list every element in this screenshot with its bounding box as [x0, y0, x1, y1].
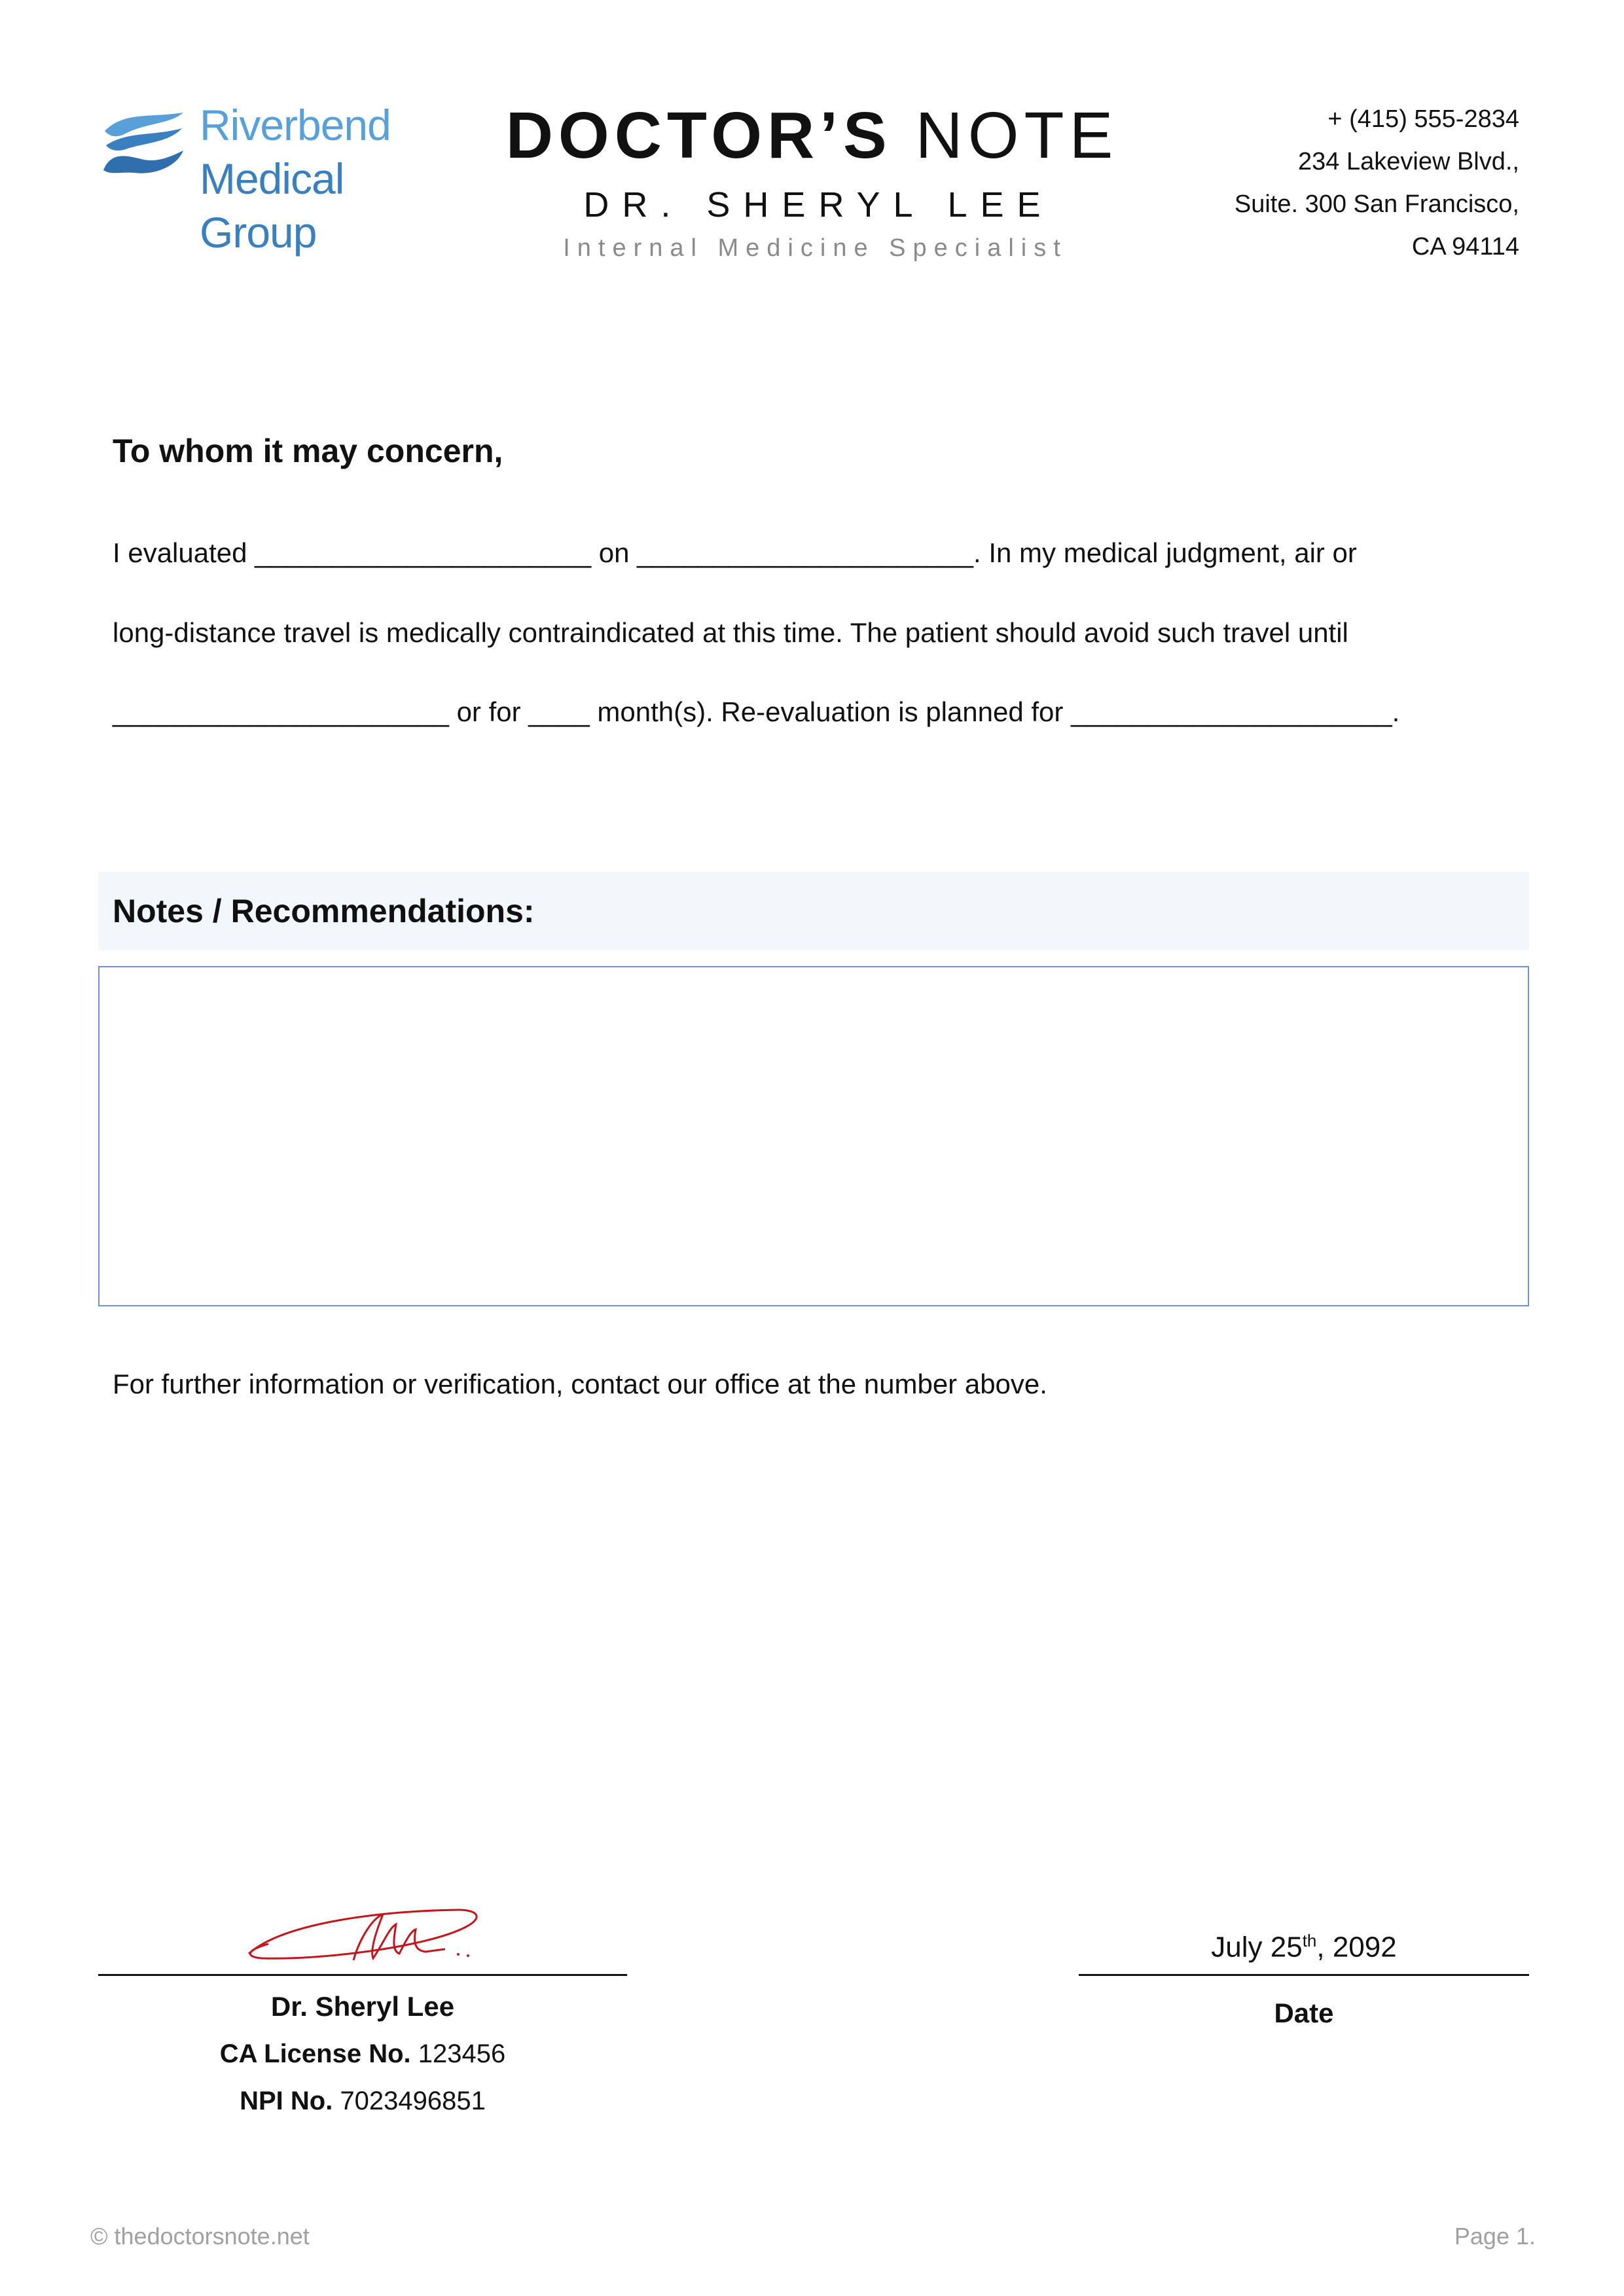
salutation: To whom it may concern, [113, 433, 503, 469]
date-year: , 2092 [1316, 1931, 1397, 1964]
npi-number [98, 2081, 627, 2121]
date-suffix: th [1302, 1931, 1317, 1950]
signature-image [242, 1898, 504, 1977]
contact-phone: + (415) 555-2834 [1327, 105, 1519, 133]
title-thin: NOTE [915, 99, 1119, 172]
months-blank[interactable]: ____ [528, 696, 590, 727]
license-number [98, 2034, 627, 2073]
logo-line-3: Group [200, 208, 317, 257]
paragraph-line-3 [113, 692, 1526, 732]
contact-block [1235, 98, 1519, 268]
signature-line [98, 1974, 627, 1976]
specialty: Internal Medicine Specialist [563, 234, 1068, 262]
paragraph-line-1 [113, 533, 1526, 573]
signer-name: Dr. Sheryl Lee [270, 1991, 455, 2022]
footer-page-number: Page 1. [1454, 2223, 1536, 2250]
reevaluation-date-blank[interactable]: _____________________ [1071, 696, 1392, 727]
text-judgment: . In my medical judgment, air or [973, 537, 1357, 568]
date-value [1079, 1921, 1529, 1967]
logo-line-1: Riverbend [200, 101, 391, 149]
contact-address-2: Suite. 300 San Francisco, [1234, 190, 1519, 218]
date-month-day: July 25 [1211, 1931, 1303, 1964]
date-line [1079, 1974, 1529, 1976]
notes-heading: Notes / Recommendations: [98, 872, 1529, 950]
title-bold: DOCTOR’S [505, 99, 892, 172]
contact-address-3: CA 94114 [1411, 233, 1519, 260]
text-period: . [1392, 696, 1400, 727]
logo-line-2: Medical [200, 154, 344, 203]
contact-address-1: 234 Lakeview Blvd., [1298, 148, 1519, 175]
text-or-for: or for [456, 696, 521, 727]
text-reevaluation: month(s). Re-evaluation is planned for [597, 696, 1064, 727]
npi-value: 7023496851 [340, 2087, 486, 2115]
avoid-until-blank[interactable]: ______________________ [113, 696, 449, 727]
notes-textbox[interactable] [98, 966, 1529, 1306]
further-info-text: For further information or verification, contact our office at the number above. [113, 1369, 1047, 1399]
npi-label: NPI No. [240, 2087, 333, 2115]
date-label: Date [1274, 1998, 1334, 2028]
evaluation-date-blank[interactable]: ______________________ [637, 537, 974, 568]
doctor-name-header: DR. SHERYL LEE [583, 185, 1054, 224]
license-label: CA License No. [219, 2039, 411, 2068]
license-value: 123456 [418, 2039, 506, 2068]
paragraph-line-2: long-distance travel is medically contraindicated at this time. The patient should avoid such travel until [113, 617, 1348, 648]
text-evaluated: I evaluated [113, 537, 247, 568]
footer-copyright: © thedoctorsnote.net [90, 2223, 310, 2250]
text-on: on [598, 537, 630, 568]
patient-name-blank[interactable]: ______________________ [255, 537, 592, 568]
